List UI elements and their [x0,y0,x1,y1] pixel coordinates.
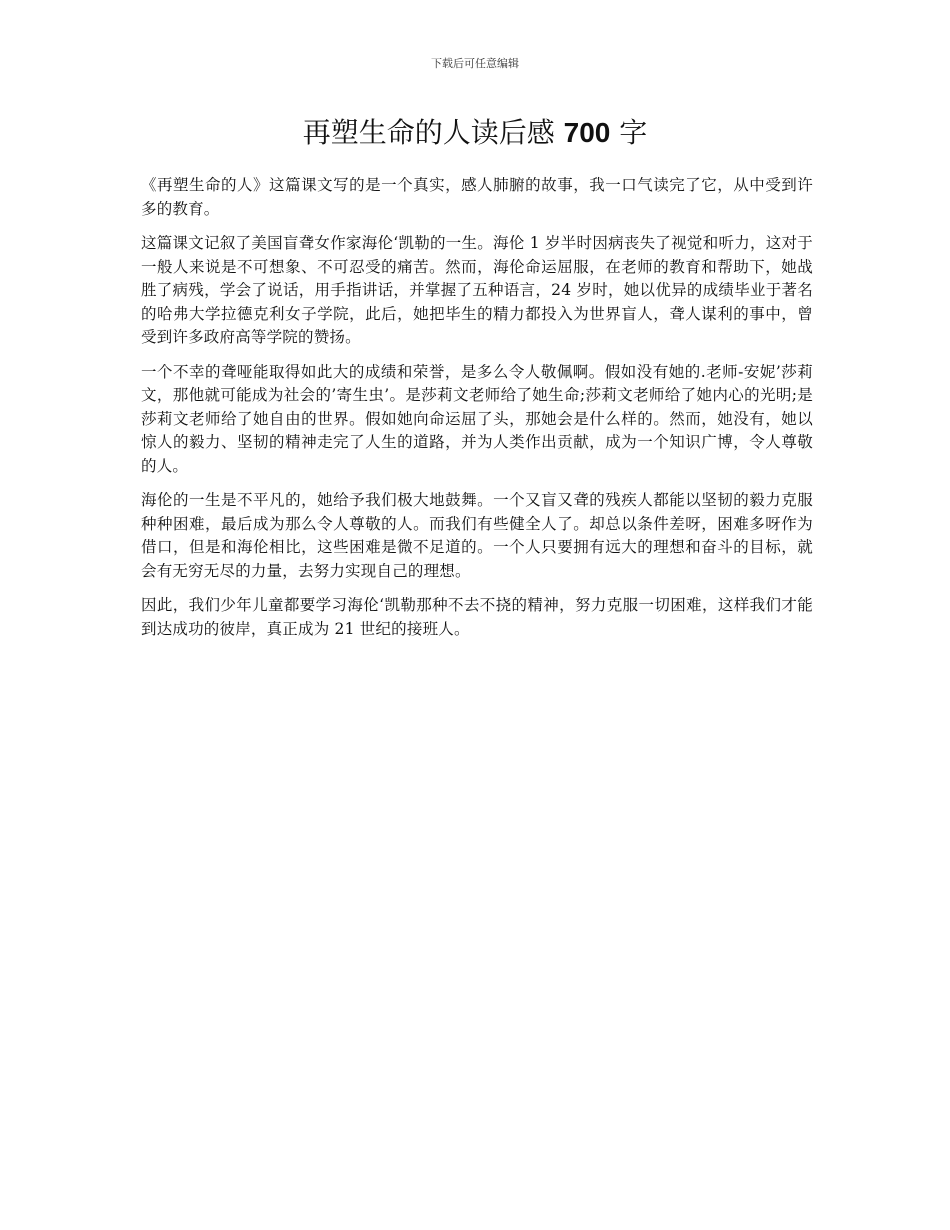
paragraph-summary: 这篇课文记叙了美国盲聋女作家海伦‘凯勒的一生。海伦 1 岁半时因病丧失了视觉和听力，这对于一般人来说是不可想象、不可忍受的痛苦。然而，海伦命运屈服，在老师的教育和帮助下，她战胜了病残，学会了说话，用手指讲话，并掌握了五种语言，24 岁时，她以优异的成绩毕业于著名的哈弗大学拉德克利女子学院，此后，她把毕生的精力都投入为世界盲人，聋人谋利的事中，曾受到许多政府高等学院的赞扬。 [141,234,813,346]
title-suffix: 字 [619,116,648,149]
title-number: 700 [563,117,611,148]
document-body [141,174,813,652]
document-title [0,113,950,153]
paragraph-reflection: 海伦的一生是不平凡的，她给予我们极大地鼓舞。一个又盲又聋的残疾人都能以坚韧的毅力克服种种困难，最后成为那么令人尊敬的人。而我们有些健全人了。却总以条件差呀，困难多呀作为借口，但是和海伦相比，这些困难是微不足道的。一个人只要拥有远大的理想和奋斗的目标，就会有无穷无尽的力量，去努力实现自己的理想。 [141,491,813,580]
paragraph-conclusion: 因此，我们少年儿童都要学习海伦‘凯勒那种不去不挠的精神，努力克服一切困难，这样我们才能到达成功的彼岸，真正成为 21 世纪的接班人。 [141,596,813,638]
title-text: 再塑生命的人读后感 [302,116,555,149]
header-note: 下载后可任意编辑 [431,57,519,70]
paragraph-intro: 《再塑生命的人》这篇课文写的是一个真实，感人肺腑的故事，我一口气读完了它，从中受到许多的教育。 [141,176,813,218]
paragraph-teacher: 一个不幸的聋哑能取得如此大的成绩和荣誉，是多么令人敬佩啊。假如没有她的.老师-安妮’莎莉文，那他就可能成为社会的’寄生虫’。是莎莉文老师给了她生命;莎莉文老师给了她内心的光明;是莎莉文老师给了她自由的世界。假如她向命运屈了头，那她会是什么样的。然而，她没有，她以惊人的毅力、坚韧的精神走完了人生的道路，并为人类作出贡献，成为一个知识广博，令人尊敬的人。 [141,362,813,475]
